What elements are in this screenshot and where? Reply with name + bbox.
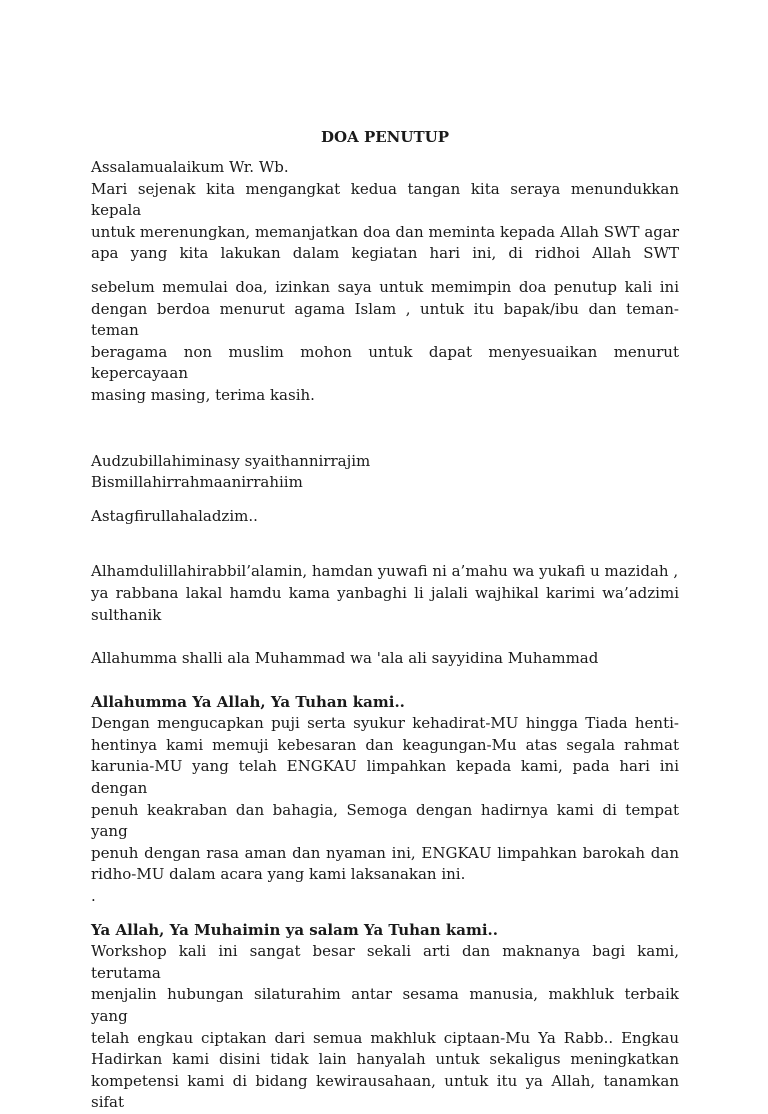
istighfar-line: Astagfirullahaladzim.. bbox=[91, 506, 258, 525]
document-body bbox=[91, 127, 679, 1114]
section-heading: Allahumma Ya Allah, Ya Tuhan kami.. bbox=[91, 692, 405, 711]
prayer-section-2 bbox=[91, 920, 679, 1114]
paragraph-line: penuh dengan rasa aman dan nyaman ini, ENGKAU limpahkan barokah dan bbox=[91, 843, 679, 862]
paragraph-line: telah engkau ciptakan dari semua makhluk ciptaan-Mu Ya Rabb.. Engkau bbox=[91, 1028, 679, 1047]
stray-dot: . bbox=[91, 887, 96, 906]
prayer-section-1 bbox=[91, 692, 679, 908]
section-heading: Ya Allah, Ya Muhaimin ya salam Ya Tuhan kami.. bbox=[91, 920, 498, 939]
paragraph-line: apa yang kita lakukan dalam kegiatan hari ini, di ridhoi Allah SWT bbox=[91, 244, 679, 263]
paragraph-line: beragama non muslim mohon untuk dapat menyesuaikan menurut kepercayaan bbox=[91, 342, 679, 383]
paragraph-line: Alhamdulillahirabbil’alamin, hamdan yuwafi ni a’mahu wa yukafi u mazidah , bbox=[91, 562, 679, 581]
paragraph-line: Hadirkan kami disini tidak lain hanyalah untuk sekaligus meningkatkan bbox=[91, 1050, 679, 1069]
paragraph-line: masing masing, terima kasih. bbox=[91, 385, 315, 404]
paragraph-line: penuh keakraban dan bahagia, Semoga dengan hadirnya kami di tempat yang bbox=[91, 800, 679, 841]
paragraph-line: sebelum memulai doa, izinkan saya untuk memimpin doa penutup kali ini bbox=[91, 277, 679, 296]
greeting-line: Assalamualaikum Wr. Wb. bbox=[91, 158, 289, 176]
paragraph-line: ya rabbana lakal hamdu kama yanbaghi li jalali wajhikal karimi wa’adzimi bbox=[91, 583, 679, 602]
preface-paragraph bbox=[91, 277, 679, 407]
paragraph-line: karunia-MU yang telah ENGKAU limpahkan kepada kami, pada hari ini dengan bbox=[91, 757, 679, 798]
shalawat-line: Allahumma shalli ala Muhammad wa 'ala ali sayyidina Muhammad bbox=[91, 649, 599, 668]
paragraph-line: untuk merenungkan, memanjatkan doa dan meminta kepada Allah SWT agar bbox=[91, 222, 679, 241]
paragraph-line: ridho-MU dalam acara yang kami laksanakan ini. bbox=[91, 865, 466, 884]
paragraph-line: kompetensi kami di bidang kewirausahaan, untuk itu ya Allah, tanamkan sifat bbox=[91, 1071, 679, 1112]
paragraph-line: Mari sejenak kita mengangkat kedua tangan kita seraya menundukkan kepala bbox=[91, 179, 679, 220]
opening-paragraph bbox=[91, 179, 679, 265]
document-title: DOA PENUTUP bbox=[321, 128, 449, 146]
paragraph-line: hentinya kami memuji kebesaran dan keagungan-Mu atas segala rahmat bbox=[91, 735, 679, 754]
paragraph-line: sulthanik bbox=[91, 605, 162, 624]
basmalah-line: Bismillahirrahmaanirrahiim bbox=[91, 473, 303, 492]
paragraph-line: menjalin hubungan silaturahim antar sesama manusia, makhluk terbaik yang bbox=[91, 985, 679, 1025]
paragraph-line: dengan berdoa menurut agama Islam , untuk itu bapak/ibu dan teman-teman bbox=[91, 299, 679, 340]
hamdalah-paragraph bbox=[91, 561, 679, 626]
taawudz-line: Audzubillahiminasy syaithannirrajim bbox=[91, 451, 371, 470]
paragraph-line: Dengan mengucapkan puji serta syukur kehadirat-MU hingga Tiada henti- bbox=[91, 714, 679, 733]
paragraph-line: Workshop kali ini sangat besar sekali arti dan maknanya bagi kami, terutama bbox=[91, 942, 679, 982]
